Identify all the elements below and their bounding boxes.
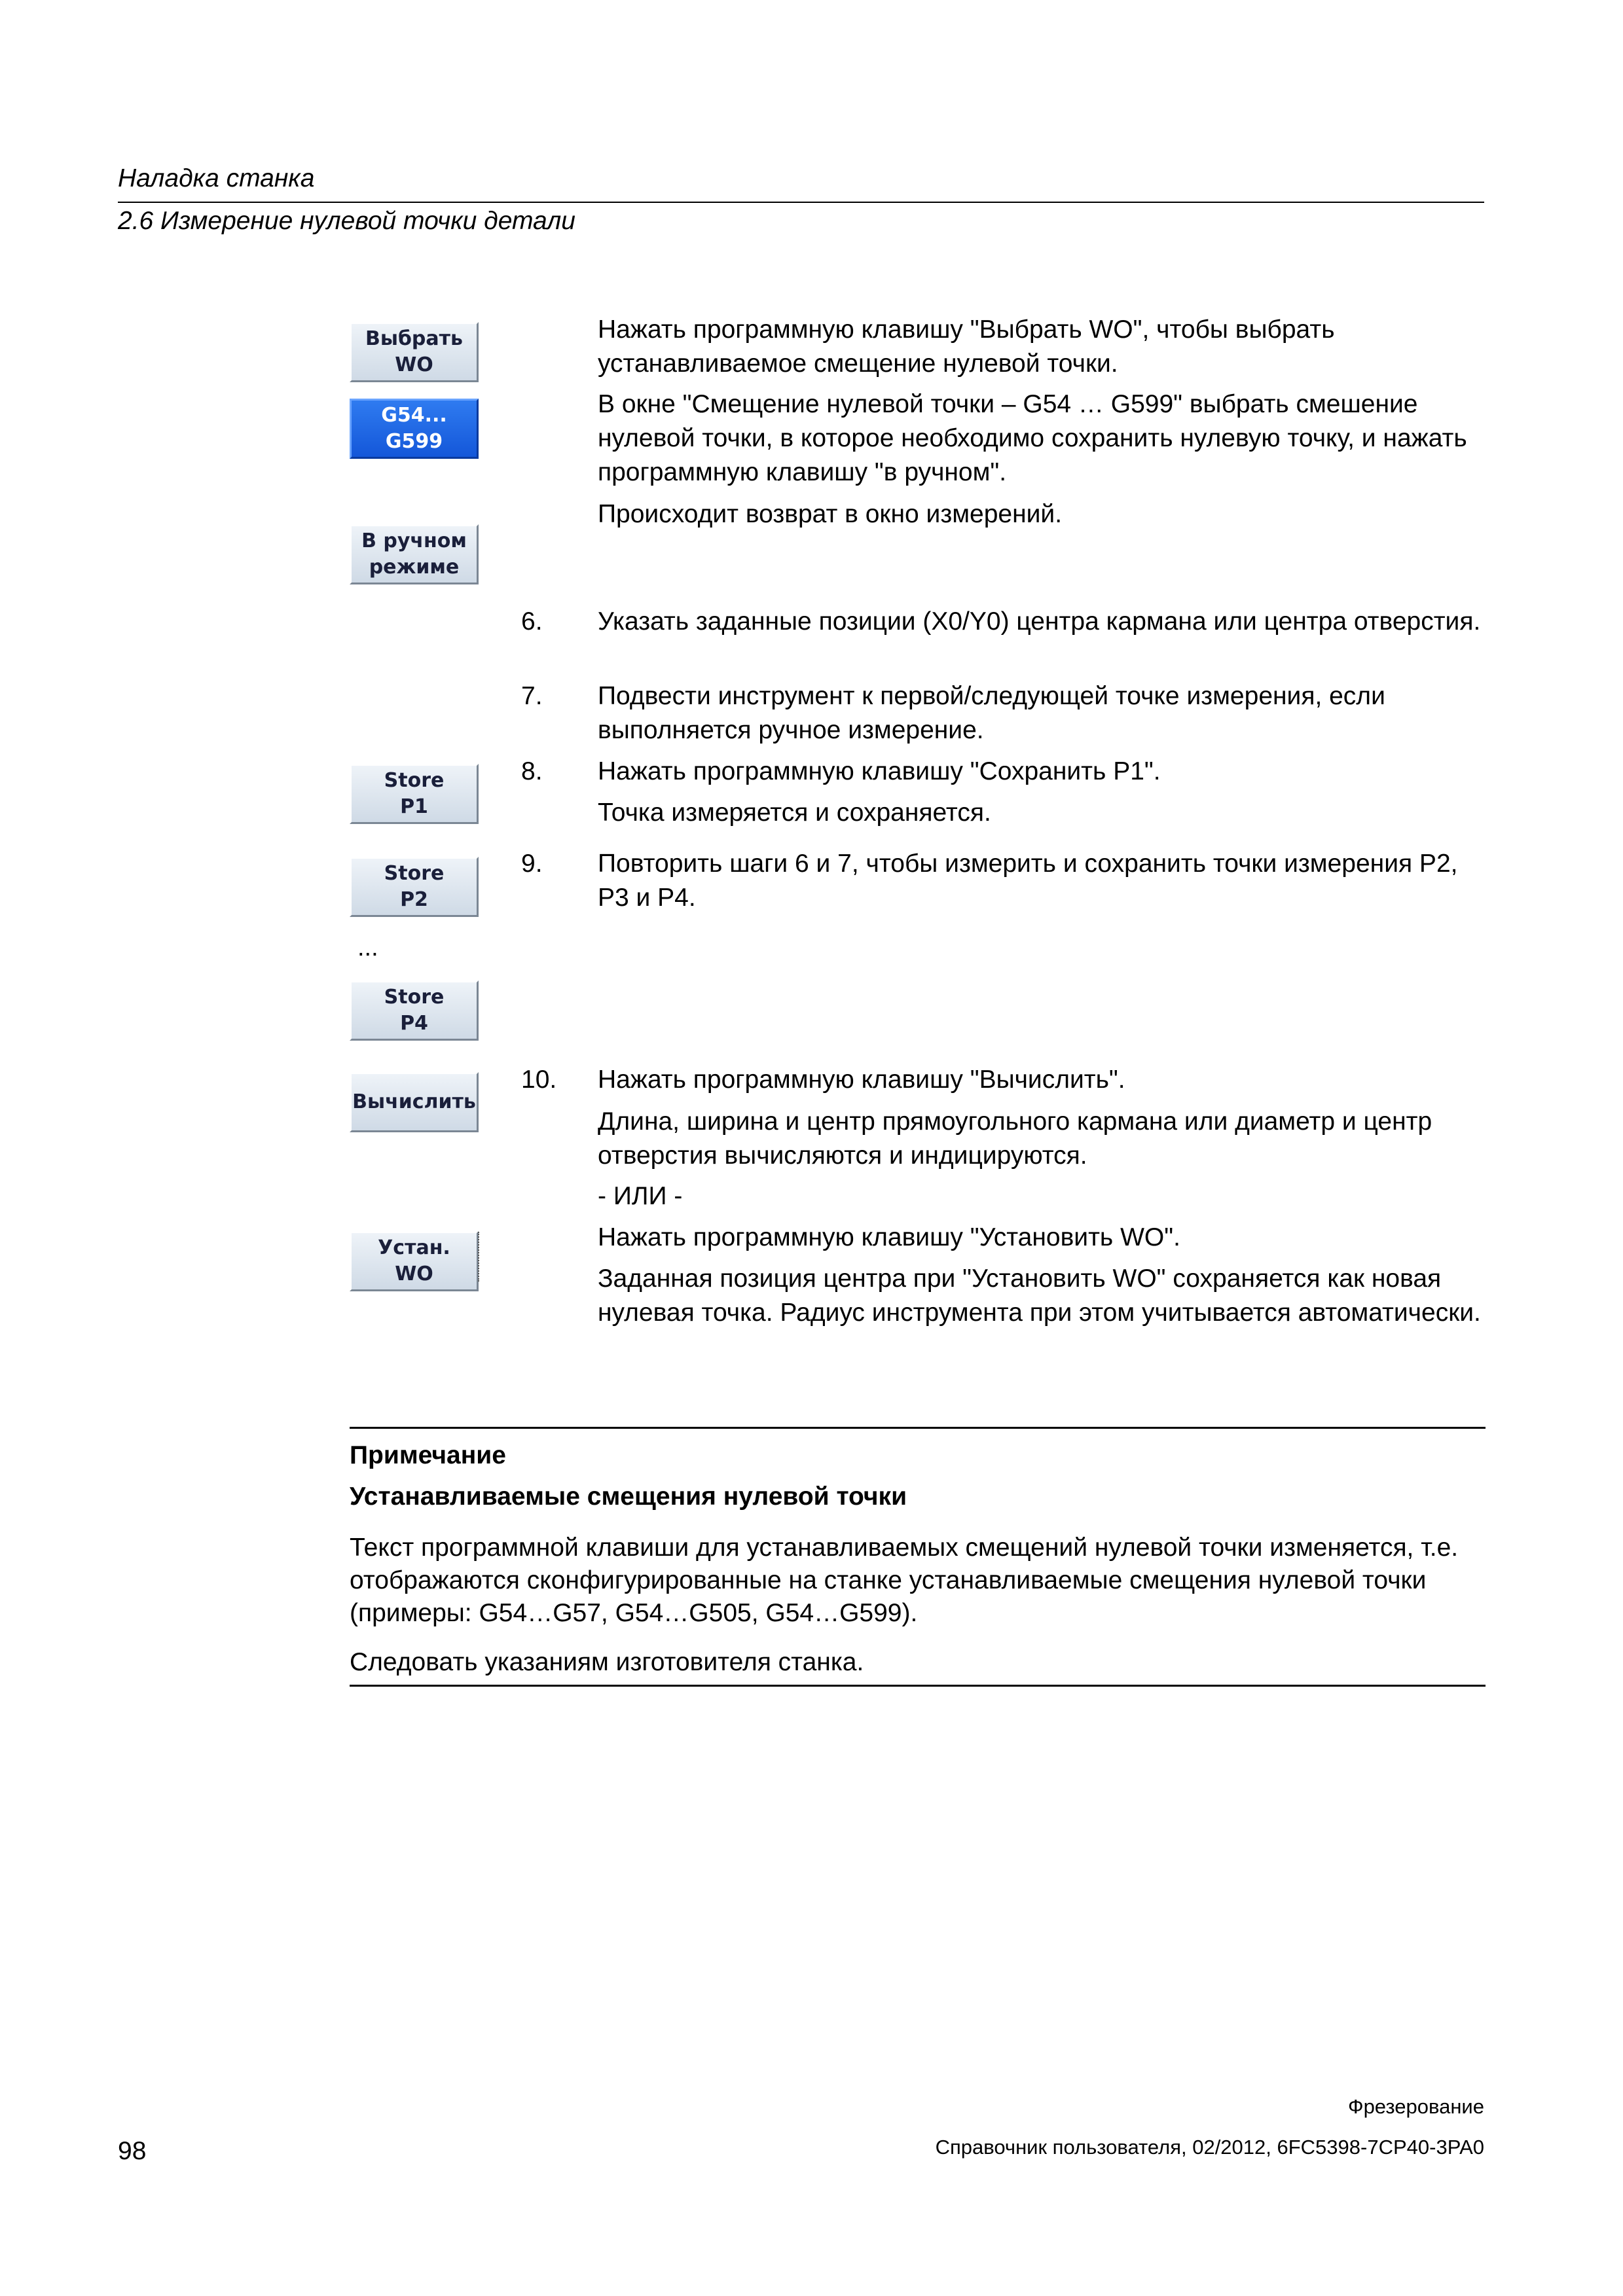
header-section: 2.6 Измерение нулевой точки детали [118,207,575,235]
set-wo-softkey[interactable] [350,1231,479,1291]
note-text: Текст программной клавиши для устанавливаемых смещений нулевой точки изменяется, т.е. отображаются сконфигурированные на станке устанавливаемые смещения нулевой точки (примеры: G54…G57, G54…G505, G54…G599). [350,1534,1459,1627]
note-label: Примечание [350,1441,506,1469]
step-number: 8. [521,757,543,785]
softkey-line-1: G54... [381,404,447,427]
alt-result: Заданная позиция центра при "Установить WO" сохраняется как новая нулевая точка. Радиус инструмента при этом учитывается автоматически. [598,1265,1481,1327]
intro-select-offset: В окне "Смещение нулевой точки – G54 … G599" выбрать смешение нулевой точки, в которое необходимо сохранить нулевую точку, и нажать программную клавишу "в ручном". [598,390,1467,486]
softkey-line-2: режиме [369,556,460,579]
softkey-line-2: P2 [400,888,428,911]
intro-select-wo: Нажать программную клавишу "Выбрать WO", чтобы выбрать устанавливаемое смещение нулевой точки. [598,315,1335,378]
page-number: 98 [118,2137,147,2165]
softkey-line-2: WO [395,353,433,376]
footer-manual-title: Фрезерование [1348,2095,1484,2118]
manual-mode-softkey[interactable] [350,524,479,584]
softkey-line-1: Store [384,769,445,792]
softkey-line-2: P4 [400,1012,428,1035]
select-wo-softkey[interactable] [350,322,479,382]
softkey-line-1: Store [384,986,445,1009]
softkey-line-1: В ручном [361,529,467,552]
g54-g599-softkey[interactable] [350,399,479,459]
alt-action: Нажать программную клавишу "Установить WO". [598,1223,1180,1251]
softkey-ellipsis: ... [357,934,378,961]
softkey-edge-mark [478,1232,484,1282]
header-chapter: Наладка станка [118,164,315,192]
softkey-line-2: WO [395,1263,433,1285]
step-number: 6. [521,607,543,636]
store-p1-softkey[interactable] [350,764,479,824]
footer-manual-ref: Справочник пользователя, 02/2012, 6FC5398-7CP40-3PA0 [935,2136,1484,2159]
or-separator: - ИЛИ - [598,1182,683,1210]
step-text: Подвести инструмент к первой/следующей точке измерения, если выполняется ручное измерение. [598,682,1385,744]
store-p2-softkey[interactable] [350,857,479,917]
step-result: Точка измеряется и сохраняется. [598,798,991,827]
note-title: Устанавливаемые смещения нулевой точки [350,1482,907,1511]
step-number: 9. [521,850,543,878]
step-result: Длина, ширина и центр прямоугольного кармана или диаметр и центр отверстия вычисляются и индицируются. [598,1107,1432,1170]
softkey-line-1: Store [384,862,445,885]
calculate-softkey[interactable] [350,1072,479,1132]
step-number: 7. [521,682,543,710]
step-text: Нажать программную клавишу "Вычислить". [598,1066,1125,1094]
softkey-line-1: Выбрать [365,327,464,350]
softkey-label: Вычислить [352,1090,476,1113]
header-rule [118,202,1484,203]
store-p4-softkey[interactable] [350,980,479,1041]
step-text: Повторить шаги 6 и 7, чтобы измерить и сохранить точки измерения P2, P3 и P4. [598,850,1458,912]
step-text: Нажать программную клавишу "Сохранить P1". [598,757,1161,785]
step-text: Указать заданные позиции (X0/Y0) центра кармана или центра отверстия. [598,607,1481,636]
note-text: Следовать указаниям изготовителя станка. [350,1648,864,1676]
softkey-line-2: P1 [400,795,428,818]
note-top-rule [350,1427,1486,1429]
softkey-line-2: G599 [385,430,443,453]
intro-return: Происходит возврат в окно измерений. [598,500,1063,528]
step-number: 10. [521,1066,557,1094]
softkey-line-1: Устан. [378,1236,450,1259]
note-bottom-rule [350,1685,1486,1687]
